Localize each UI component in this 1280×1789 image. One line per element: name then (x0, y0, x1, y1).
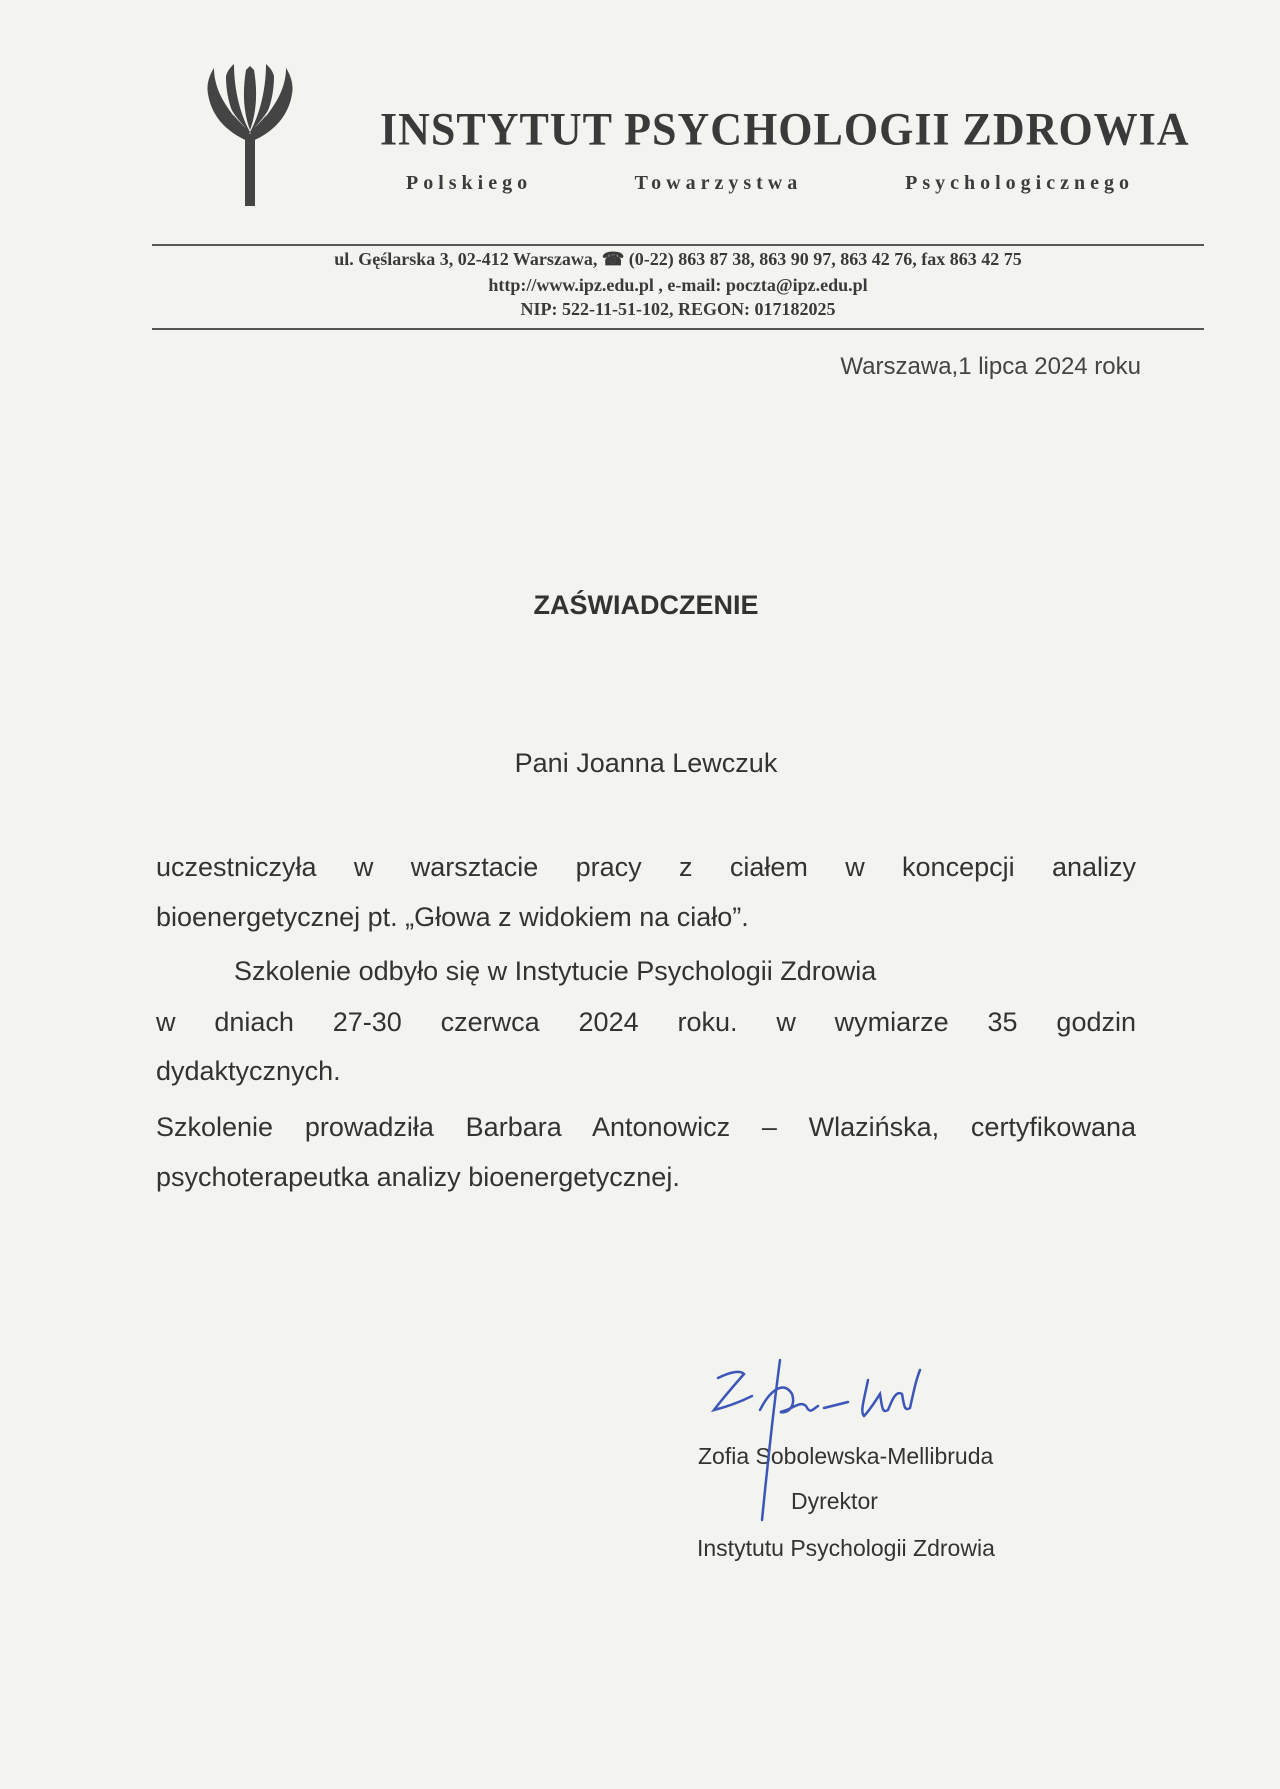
web-email-line: http://www.ipz.edu.pl , e-mail: poczta@ipz.edu.pl (488, 275, 868, 295)
handwritten-signature (700, 1350, 1020, 1530)
signatory-role: Dyrektor (791, 1488, 878, 1514)
body-line: psychoterapeutka analizy bioenergetycznej. (156, 1162, 680, 1192)
tree-logo-icon (200, 64, 300, 206)
body-line: Szkolenie prowadziła Barbara Antonowicz – Wlazińska, certyfikowana (156, 1112, 1136, 1142)
header-rule-bottom (152, 328, 1204, 330)
recipient-name: Pani Joanna Lewczuk (514, 748, 778, 778)
body-line: bioenergetycznej pt. „Głowa z widokiem na ciało”. (156, 902, 749, 932)
header-rule-top (152, 244, 1204, 246)
institute-title: INSTYTUT PSYCHOLOGII ZDROWIA (380, 103, 1190, 156)
document-date: Warszawa,1 lipca 2024 roku (840, 353, 1141, 380)
body-line: dydaktycznych. (156, 1056, 341, 1086)
body-line: Szkolenie odbyło się w Instytucie Psychologii Zdrowia (234, 956, 877, 986)
signatory-institution: Instytutu Psychologii Zdrowia (697, 1535, 995, 1561)
address-line: ul. Gęślarska 3, 02-412 Warszawa, ☎ (0-22) 863 87 38, 863 90 97, 863 42 76, fax 863 42 75 (334, 249, 1022, 269)
signatory-name: Zofia Sobolewska-Mellibruda (698, 1443, 994, 1469)
institute-subtitle: Polskiego Towarzystwa Psychologicznego (406, 172, 1134, 194)
tax-ids-line: NIP: 522-11-51-102, REGON: 017182025 (520, 299, 836, 319)
body-line: uczestniczyła w warsztacie pracy z ciałem w koncepcji analizy (156, 852, 1136, 882)
document-heading: ZAŚWIADCZENIE (533, 590, 759, 620)
body-line: w dniach 27-30 czerwca 2024 roku. w wymiarze 35 godzin (156, 1007, 1136, 1037)
